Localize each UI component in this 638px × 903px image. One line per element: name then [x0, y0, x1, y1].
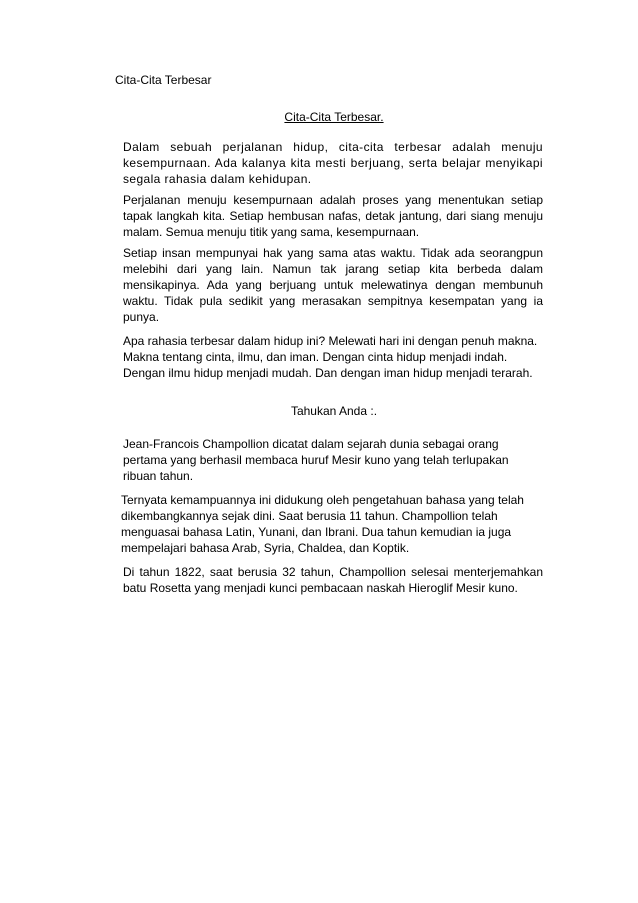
- header-title: Cita-Cita Terbesar: [115, 73, 212, 87]
- fact-3: Di tahun 1822, saat berusia 32 tahun, Champollion selesai menterjemahkan batu Rosetta yang menjadi kunci pembacaan naskah Hieroglif Mesir kuno.: [123, 565, 543, 595]
- document-title: Cita-Cita Terbesar.: [284, 110, 384, 124]
- paragraph-3: Setiap insan mempunyai hak yang sama atas waktu. Tidak ada seorangpun melebihi dari yang lain. Namun tak jarang setiap kita berbeda dalam mensikapinya. Ada yang berjuang untuk melewatinya dengan membunuh waktu. Tidak pula sedikit yang merasakan sempitnya kesempatan yang ia punya.: [123, 246, 543, 324]
- paragraph-1: Dalam sebuah perjalanan hidup, cita-cita terbesar adalah menuju kesempurnaan. Ada kalanya kita mesti berjuang, serta belajar menyikapi segala rahasia dalam kehidupan.: [123, 140, 543, 186]
- paragraph-2: Perjalanan menuju kesempurnaan adalah proses yang menentukan setiap tapak langkah kita. Setiap hembusan nafas, detak jantung, dari siang menuju malam. Semua menuju titik yang sama, kesempurnaan.: [123, 193, 543, 239]
- fact-2: Ternyata kemampuannya ini didukung oleh pengetahuan bahasa yang telah dikembangkannya sejak dini. Saat berusia 11 tahun. Champollion telah menguasai bahasa Latin, Yunani, dan Ibrani. Dua tahun kemudian ia juga mempelajari bahasa Arab, Syria, Chaldea, dan Koptik.: [121, 493, 524, 555]
- subheading: Tahukan Anda :.: [290, 404, 378, 418]
- paragraph-4: Apa rahasia terbesar dalam hidup ini? Melewati hari ini dengan penuh makna. Makna tentang cinta, ilmu, dan iman. Dengan cinta hidup menjadi indah. Dengan ilmu hidup menjadi mudah. Dan dengan iman hidup menjadi terarah.: [123, 334, 538, 380]
- fact-1: Jean-Francois Champollion dicatat dalam sejarah dunia sebagai orang pertama yang berhasil membaca huruf Mesir kuno yang telah terlupakan ribuan tahun.: [123, 437, 509, 483]
